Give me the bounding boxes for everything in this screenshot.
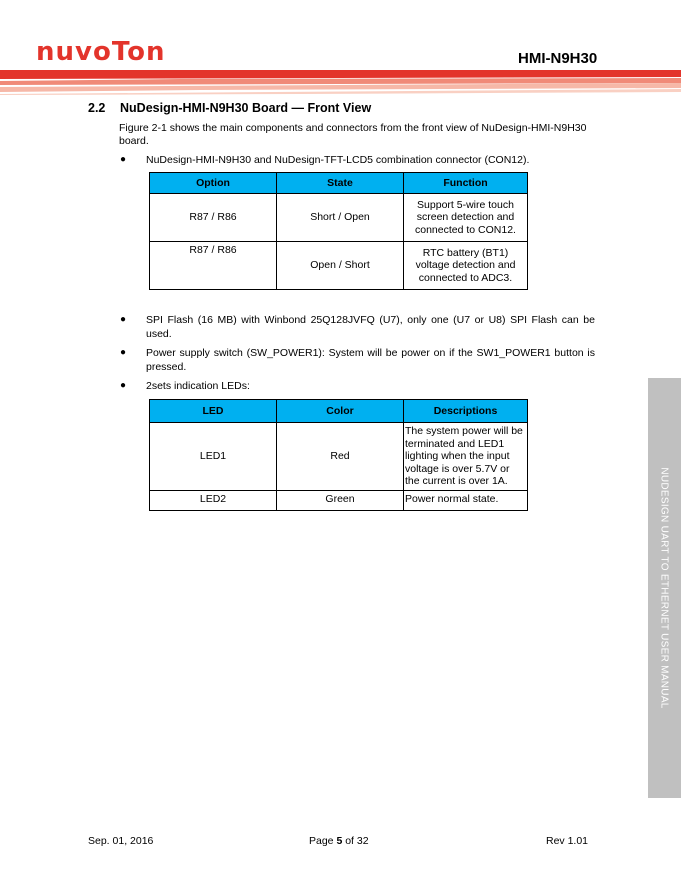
- bullet-item: [120, 313, 595, 341]
- bullet-text: Power supply switch (SW_POWER1): System will be power on if the SW1_POWER1 button is pressed.: [146, 347, 595, 373]
- table-row: [150, 242, 528, 290]
- table-cell: LED2: [150, 491, 277, 511]
- led-indication-table: [149, 399, 528, 511]
- current-page: 5: [336, 835, 343, 847]
- table-cell: Red: [277, 423, 404, 491]
- table-cell: LED1: [150, 423, 277, 491]
- table-cell: R87 / R86: [150, 194, 277, 242]
- bullet-text: NuDesign-HMI-N9H30 and NuDesign-TFT-LCD5 combination connector (CON12).: [146, 154, 530, 166]
- column-header: LED: [150, 400, 277, 423]
- bullet-item: [120, 379, 595, 393]
- section-title: NuDesign-HMI-N9H30 Board — Front View: [120, 101, 372, 115]
- table-cell: Short / Open: [277, 194, 404, 242]
- table-header-row: [150, 400, 528, 423]
- bullet-dot: ●: [120, 380, 127, 391]
- footer-page-number: [309, 835, 369, 847]
- column-header: Descriptions: [404, 400, 528, 423]
- section-number: 2.2: [88, 101, 106, 115]
- table-row: [150, 423, 528, 491]
- bullet-text: 2sets indication LEDs:: [146, 380, 250, 392]
- page-prefix: Page: [309, 835, 337, 847]
- header-decorative-bands: [0, 70, 681, 95]
- footer-date: Sep. 01, 2016: [88, 835, 154, 847]
- red-band: [0, 70, 681, 79]
- nuvoton-logo: nuvoTon: [36, 37, 166, 67]
- document-code: HMI-N9H30: [518, 50, 598, 67]
- column-header: State: [277, 173, 404, 194]
- page-suffix: of 32: [342, 835, 369, 847]
- bullet-dot: ●: [120, 347, 127, 358]
- intro-paragraph: Figure 2-1 shows the main components and connectors from the front view of NuDesign-HMI-N9H30 board.: [119, 122, 587, 147]
- bullet-text: SPI Flash (16 MB) with Winbond 25Q128JVFQ (U7), only one (U7 or U8) SPI Flash can be used.: [146, 314, 595, 340]
- bullet-item: [120, 346, 595, 374]
- table-cell: The system power will be terminated and LED1 lighting when the input voltage is over 5.7V or the current is over 1A.: [404, 423, 528, 491]
- side-tab-label: NUDESIGN UART TO ETHERNET USER MANUAL: [658, 467, 670, 709]
- table-row: [150, 491, 528, 511]
- resistor-option-table: [149, 172, 528, 290]
- table-cell: R87 / R86: [150, 242, 277, 290]
- table-cell: Open / Short: [277, 242, 404, 290]
- table-header-row: [150, 173, 528, 194]
- column-header: Option: [150, 173, 277, 194]
- table-cell: RTC battery (BT1) voltage detection and connected to ADC3.: [404, 242, 528, 290]
- column-header: Function: [404, 173, 528, 194]
- footer-revision: Rev 1.01: [546, 835, 589, 847]
- table-cell: Power normal state.: [404, 491, 528, 511]
- table-cell: Green: [277, 491, 404, 511]
- bullet-dot: ●: [120, 314, 127, 325]
- table-cell: Support 5-wire touch screen detection and connected to CON12.: [404, 194, 528, 242]
- table-row: [150, 194, 528, 242]
- column-header: Color: [277, 400, 404, 423]
- section-heading: [88, 101, 371, 115]
- bullet-item: [120, 153, 595, 167]
- bullet-dot: ●: [120, 154, 127, 165]
